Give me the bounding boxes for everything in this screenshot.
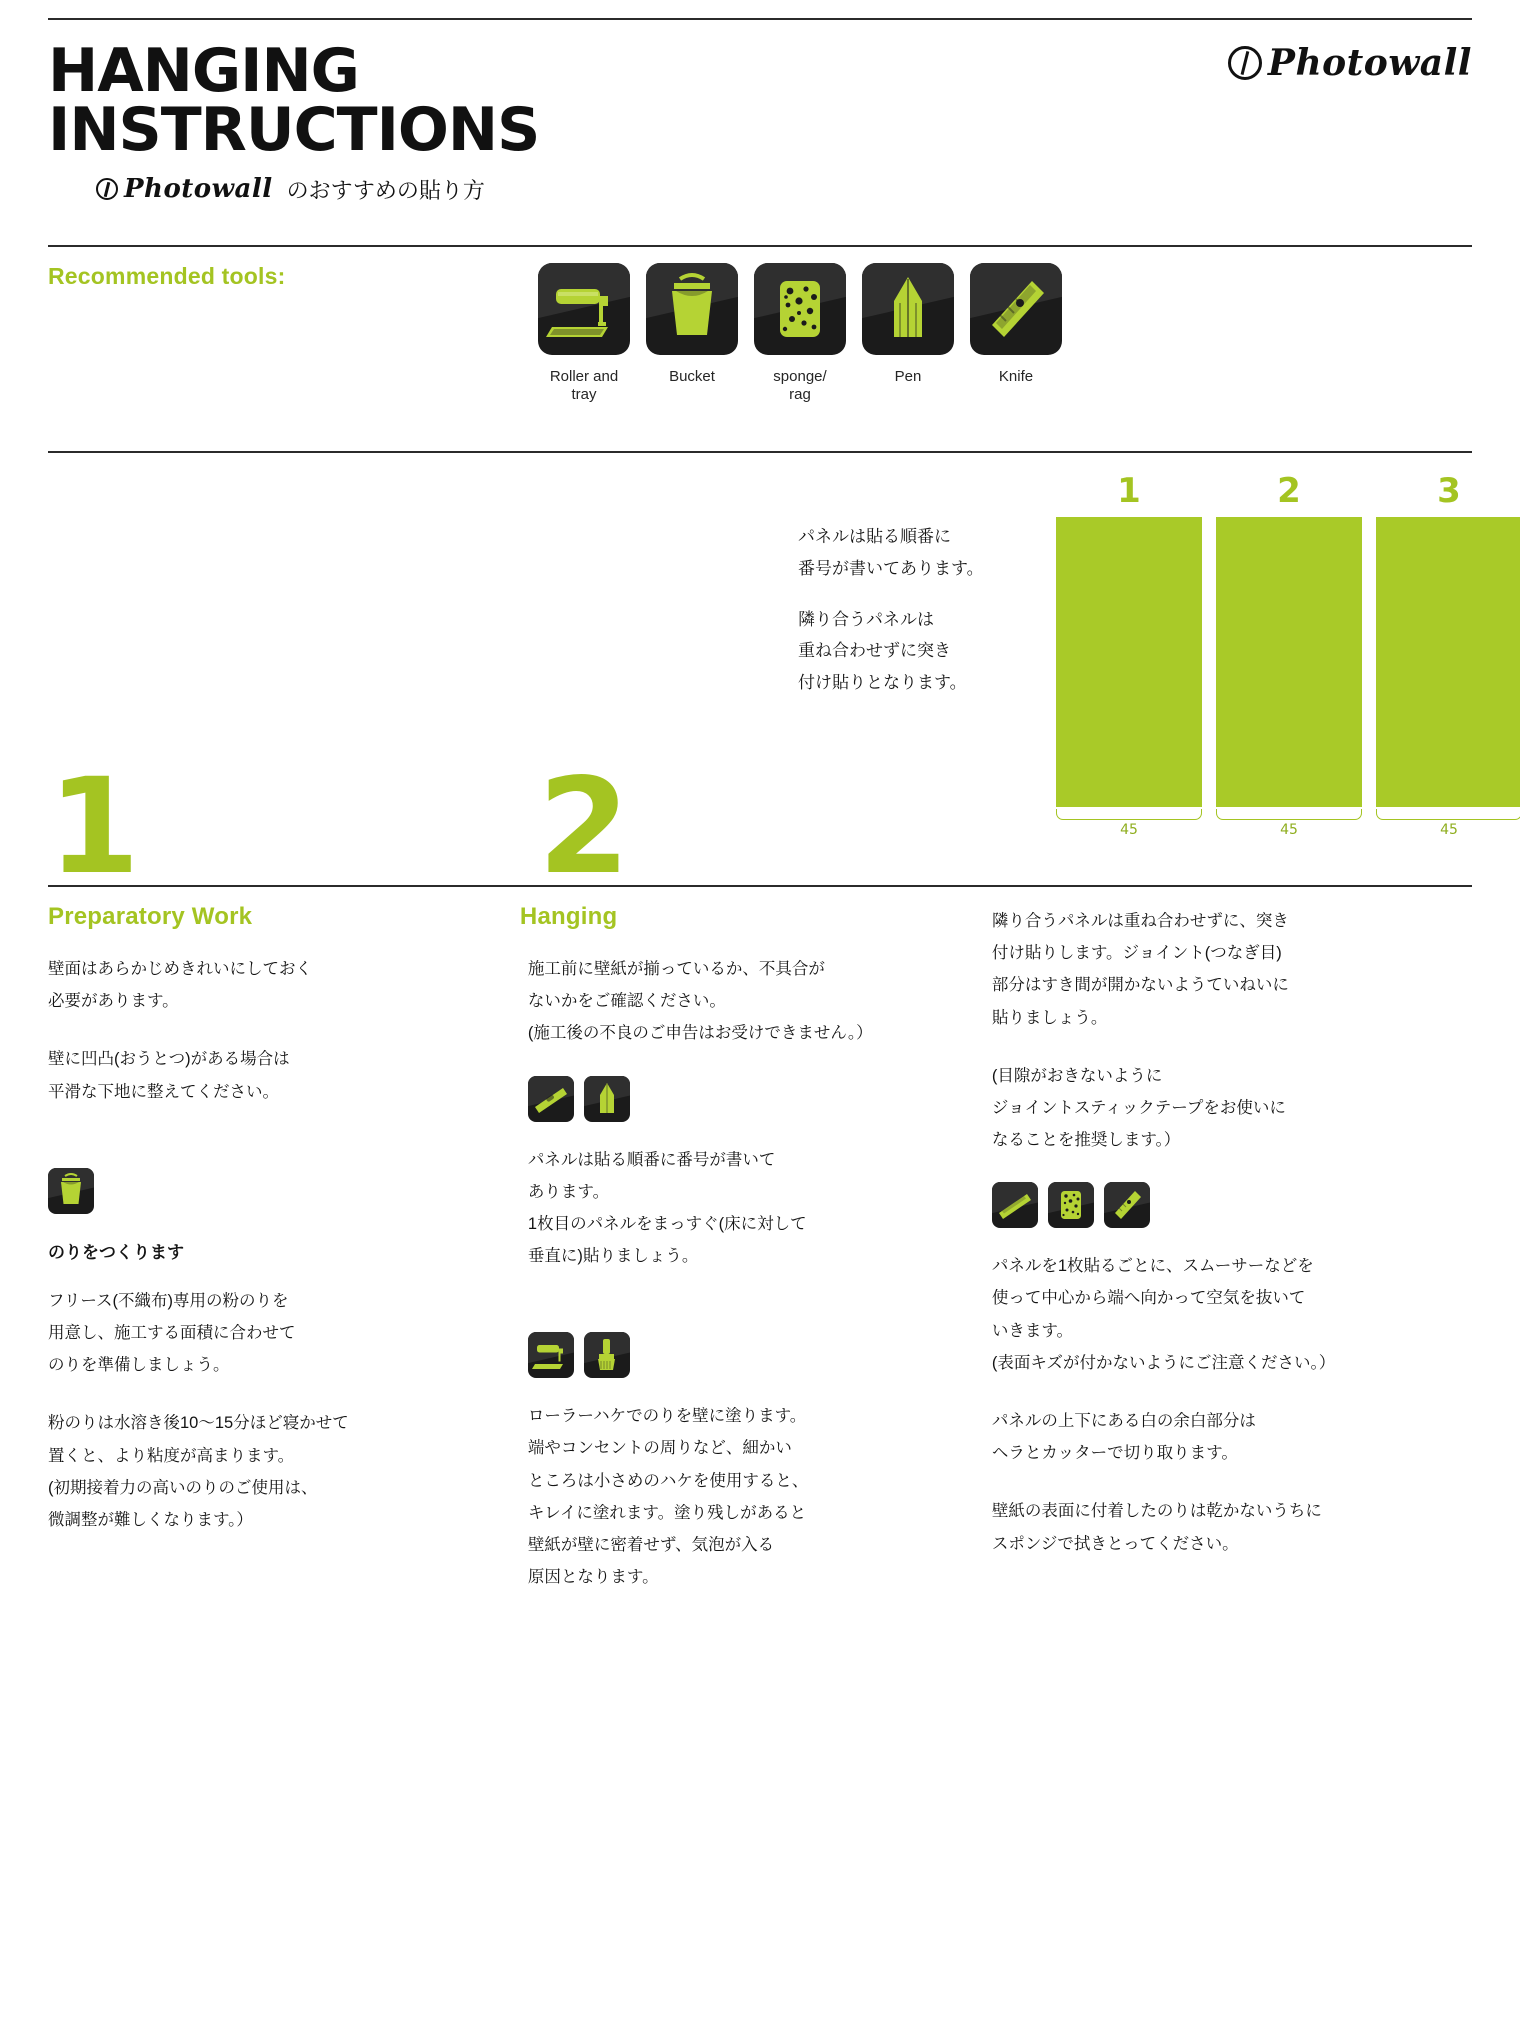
diagram-panel-numbers bbox=[1056, 471, 1520, 511]
dimension-group bbox=[1056, 809, 1202, 843]
column3-paragraph-2: (目隙がおきないように ジョイントスティックテープをお使いに なることを推奨します。） bbox=[991, 1066, 1286, 1150]
panel-intro-paragraph-1: パネルは貼る順番に 番号が書いてあります。 bbox=[798, 527, 984, 578]
column3-paragraph-4: パネルの上下にある白の余白部分は ヘラとカッターで切り取ります。 bbox=[991, 1411, 1256, 1463]
photowall-logomark-icon bbox=[1228, 46, 1262, 80]
photowall-logo bbox=[1228, 42, 1472, 84]
dimension-bracket-icon bbox=[1216, 809, 1362, 820]
column2-icon-row-1 bbox=[520, 1076, 958, 1122]
brand-logo-area bbox=[1228, 42, 1472, 85]
column2-paragraph-1: 施工前に壁紙が揃っているか、不具合が ないかをご確認ください。 (施工後の不良のご申告はお受けできません。） bbox=[527, 960, 873, 1043]
steps-overview bbox=[48, 459, 1472, 905]
column3-icon-row bbox=[992, 1182, 1472, 1228]
page-title-line2: INSTRUCTIONS bbox=[48, 94, 540, 165]
paint-roller-and-tray-icon bbox=[528, 1332, 574, 1378]
diagram-panels bbox=[1056, 517, 1520, 807]
column-hanging bbox=[520, 903, 992, 1619]
column3-paragraph-1: 隣り合うパネルは重ね合わせずに、突き 付け貼りします。ジョイント(つなぎ目) 部分はすき間が開かないようていねいに 貼りましょう。 bbox=[991, 912, 1289, 1027]
tool-caption: Pen bbox=[894, 367, 922, 385]
sponge-rag-icon bbox=[1048, 1182, 1094, 1228]
utility-knife-icon bbox=[1104, 1182, 1150, 1228]
smoother-icon bbox=[992, 1182, 1038, 1228]
pencil-icon bbox=[584, 1076, 630, 1122]
dimension-bracket-icon bbox=[1056, 809, 1202, 820]
column1-paragraph-2: 壁に凹凸(おうとつ)がある場合は 平滑な下地に整えてください。 bbox=[48, 1050, 290, 1101]
bucket-icon bbox=[48, 1168, 94, 1214]
tool-item bbox=[862, 263, 954, 406]
dimension-group bbox=[1216, 809, 1362, 843]
tool-caption: Bucket bbox=[669, 367, 715, 385]
diagram-panel bbox=[1376, 517, 1520, 807]
diagram-panel-number: 2 bbox=[1277, 471, 1301, 512]
photowall-logo-small bbox=[96, 174, 273, 204]
tool-item bbox=[538, 263, 630, 406]
header bbox=[48, 20, 1472, 205]
column1-paragraph-4: 粉のりは水溶き後10〜15分ほど寝かせて 置くと、より粘度が高まります。 (初期接着力の高いのりのご使用は、 微調整が難しくなります。） bbox=[48, 1414, 349, 1529]
column2-paragraph-3: ローラーハケでのりを壁に塗ります。 端やコンセントの周りなど、細かい ところは小さめのハケを使用すると、 キレイに塗れます。塗り残しがあると 壁紙が壁に密着せず、気泡が入る 原因となります。 bbox=[527, 1407, 809, 1587]
panel-intro-text bbox=[798, 521, 1046, 718]
column-finishing bbox=[992, 903, 1472, 1619]
step-number-1: 1 bbox=[48, 750, 140, 905]
spacer bbox=[48, 1134, 486, 1160]
pencil-icon bbox=[862, 263, 954, 355]
dimension-group bbox=[1376, 809, 1520, 843]
photowall-logomark-icon bbox=[96, 178, 118, 200]
sponge-rag-icon bbox=[754, 263, 846, 355]
column2-heading: Hanging bbox=[519, 903, 618, 931]
subtitle-japanese: のおすすめの貼り方 bbox=[286, 177, 485, 203]
page-title-line1: HANGING bbox=[48, 36, 359, 106]
tool-list bbox=[538, 263, 1062, 406]
column3-paragraph-5: 壁紙の表面に付着したのりは乾かないうちに スポンジで拭きとってください。 bbox=[991, 1502, 1322, 1553]
dimension-value: 45 bbox=[1280, 822, 1298, 839]
column1-heading: Preparatory Work bbox=[48, 903, 253, 931]
page-title bbox=[48, 36, 540, 165]
panel-order-diagram bbox=[1056, 471, 1520, 843]
column1-icon-row bbox=[48, 1168, 486, 1214]
tool-caption: Knife bbox=[998, 367, 1034, 385]
tool-item bbox=[646, 263, 738, 406]
photowall-wordmark: Photowall bbox=[1267, 42, 1472, 84]
utility-knife-icon bbox=[970, 263, 1062, 355]
brush-icon bbox=[584, 1332, 630, 1378]
bucket-icon bbox=[646, 263, 738, 355]
photowall-wordmark-small: Photowall bbox=[124, 174, 273, 205]
spirit-level-icon bbox=[528, 1076, 574, 1122]
column2-paragraph-2: パネルは貼る順番に番号が書いて あります。 1枚目のパネルをまっすぐ(床に対して 垂直に)貼りましょう。 bbox=[527, 1150, 807, 1266]
diagram-panel-number: 1 bbox=[1117, 471, 1141, 512]
instruction-columns bbox=[48, 887, 1472, 1619]
column-preparatory-work bbox=[48, 903, 520, 1619]
subtitle-row bbox=[96, 174, 539, 205]
tool-caption: sponge/ rag bbox=[773, 367, 827, 404]
column2-icon-row-2 bbox=[520, 1332, 958, 1378]
steps-divider bbox=[48, 451, 1472, 453]
paint-roller-and-tray-icon bbox=[538, 263, 630, 355]
step-number-2: 2 bbox=[538, 750, 630, 905]
title-block bbox=[48, 36, 540, 205]
column1-paragraph-1: 壁面はあらかじめきれいにしておく 必要があります。 bbox=[48, 960, 312, 1011]
diagram-dimensions bbox=[1056, 809, 1520, 843]
diagram-panel bbox=[1216, 517, 1362, 807]
tool-item bbox=[754, 263, 846, 406]
dimension-value: 45 bbox=[1440, 822, 1458, 839]
instruction-sheet bbox=[0, 18, 1520, 2018]
column3-paragraph-3: パネルを1枚貼るごとに、スムーサーなどを 使って中心から端へ向かって空気を抜いて いきます。 (表面キズが付かないようにご注意ください。） bbox=[991, 1257, 1336, 1372]
spacer bbox=[520, 1298, 958, 1324]
column1-subheading: のりをつくります bbox=[48, 1242, 184, 1262]
recommended-tools-section bbox=[48, 247, 1472, 406]
diagram-panel bbox=[1056, 517, 1202, 807]
dimension-value: 45 bbox=[1120, 822, 1138, 839]
tool-caption: Roller and tray bbox=[549, 367, 619, 404]
recommended-tools-label: Recommended tools: bbox=[48, 262, 286, 289]
dimension-bracket-icon bbox=[1376, 809, 1520, 820]
diagram-panel-number: 3 bbox=[1437, 471, 1461, 512]
tool-item bbox=[970, 263, 1062, 406]
panel-intro-paragraph-2: 隣り合うパネルは 重ね合わせずに突き 付け貼りとなります。 bbox=[798, 609, 967, 692]
column1-paragraph-3: フリース(不織布)専用の粉のりを 用意し、施工する面積に合わせて のりを準備しましょう。 bbox=[48, 1291, 296, 1375]
